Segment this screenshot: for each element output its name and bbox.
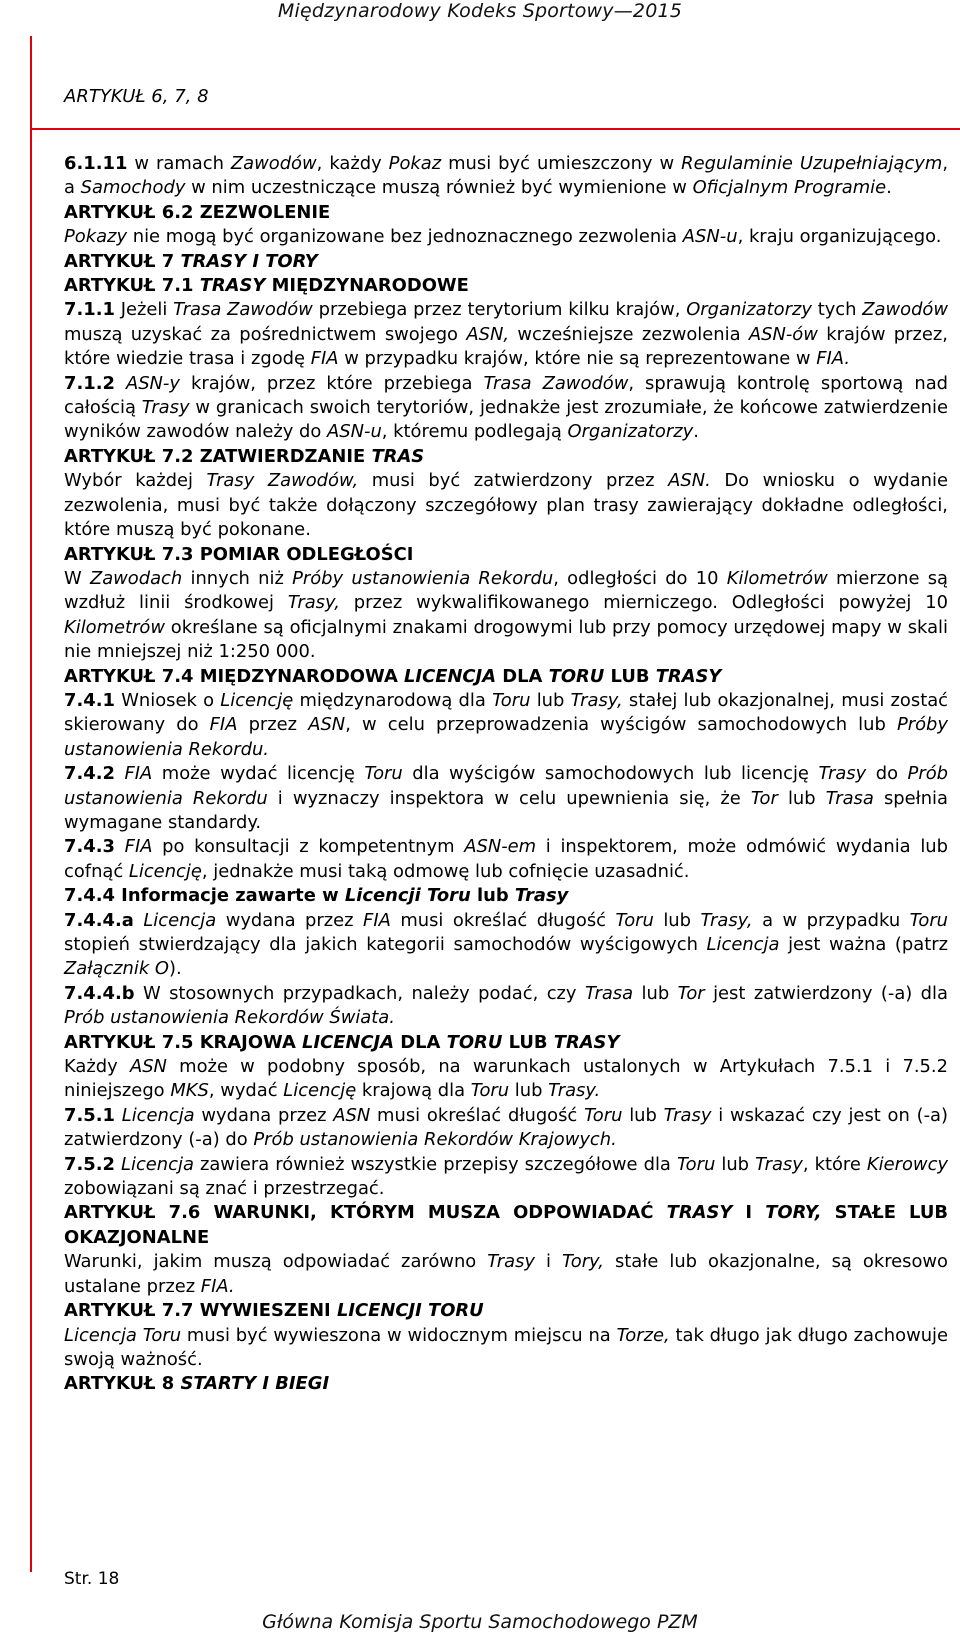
text-run: a w przypadku	[752, 909, 910, 931]
text-run: lub	[470, 885, 515, 907]
text-run: , które	[802, 1153, 867, 1175]
text-run: przebiega przez terytorium kilku krajów,	[312, 299, 687, 321]
text-run: ARTYKUŁ 7.2 ZATWIERDZANIE	[64, 445, 372, 467]
text-run: 7.4.4 Informacje zawarte w	[64, 885, 345, 907]
text-run: krajów przez, które wiedzie trasa i zgodę	[64, 323, 948, 370]
text-run: Warunki, jakim muszą odpowiadać zarówno	[64, 1251, 488, 1273]
text-run: musi być wywieszona w widocznym miejscu na	[181, 1324, 617, 1346]
text-run: , a	[64, 153, 949, 199]
text-run: Licencja	[121, 1104, 195, 1126]
text-run: lub	[633, 982, 678, 1004]
text-run: 7.5.1	[64, 1104, 115, 1126]
text-run: i	[535, 1251, 563, 1273]
text-run: DLA	[496, 665, 549, 687]
text-run: Prób ustanowienia Rekordów Krajowych.	[253, 1129, 617, 1151]
paragraph	[64, 469, 948, 542]
text-run: może wydać licencję	[152, 763, 365, 785]
text-run: LICENCJA	[302, 1031, 395, 1053]
text-run: i wyznaczy inspektora w celu upewnienia się, że	[267, 787, 751, 809]
text-run	[115, 1105, 122, 1126]
text-run: Próby ustanowienia Rekordu	[292, 567, 554, 589]
text-run: DLA	[394, 1031, 447, 1053]
text-run: TRASY	[666, 1202, 733, 1224]
text-run: stopień stwierdzający dla jakich kategorii samochodów wyścigowych	[64, 934, 707, 955]
text-run: Trasa	[584, 982, 634, 1004]
paragraph	[64, 1055, 948, 1104]
text-run: stałe lub okazjonalne, są okresowo ustalane przez	[64, 1251, 949, 1297]
text-run: , sprawują kontrolę sportową nad całością	[64, 372, 949, 419]
text-run: jest zatwierdzony (-a) dla	[704, 982, 948, 1004]
text-run: TRAS	[371, 445, 425, 467]
paragraph	[64, 225, 948, 249]
section-heading	[64, 250, 948, 274]
text-run: STARTY I BIEGI	[180, 1373, 330, 1395]
paragraph	[64, 567, 948, 665]
text-run: stałej lub okazjonalnej, musi zostać skierowany do	[64, 689, 949, 736]
paragraph	[64, 762, 948, 835]
section-heading	[64, 1372, 948, 1396]
text-run: w ramach	[127, 153, 231, 174]
text-run: musi określać długość	[390, 909, 616, 931]
paragraph	[64, 1104, 948, 1153]
text-run: Pokaz	[388, 153, 442, 174]
text-run: MKS	[170, 1080, 209, 1102]
text-run	[115, 373, 126, 394]
text-run: lub	[622, 1104, 664, 1126]
text-run: lub	[777, 787, 826, 809]
text-run: ASN	[333, 1104, 371, 1126]
section-heading	[64, 665, 948, 689]
paragraph	[64, 298, 948, 371]
text-run: Tory,	[562, 1251, 604, 1273]
text-run: Zawodów	[230, 153, 317, 174]
text-run: 7.4.3	[64, 836, 115, 858]
text-run: 7.4.2	[64, 763, 115, 785]
text-run: , odległości do 10	[553, 567, 727, 589]
text-run: Toru	[470, 1080, 510, 1102]
text-run: ARTYKUŁ 8	[64, 1373, 181, 1395]
header-horizontal-rule	[30, 128, 960, 130]
paragraph	[64, 982, 948, 1031]
text-run: Trasy	[141, 397, 190, 419]
text-run: ARTYKUŁ 7.4 MIĘDZYNARODOWA	[64, 665, 405, 687]
text-run: określane są oficjalnymi znakami drogowymi lub przy pomocy urzędowej mapy w skali nie mniejszej niż 1:250 000.	[64, 616, 948, 663]
text-run: MIĘDZYNARODOWE	[265, 275, 469, 297]
paragraph	[64, 152, 948, 201]
text-run: Licencję	[220, 689, 294, 711]
paragraph	[64, 689, 948, 762]
text-run: nie mogą być organizowane bez jednoznacznego zezwolenia	[127, 226, 683, 248]
text-run: TORU	[446, 1031, 503, 1053]
text-run: ASN	[308, 714, 346, 736]
text-run: TRASY I TORY	[180, 250, 318, 272]
text-run: Trasy	[818, 763, 867, 785]
text-run: Torze,	[616, 1324, 670, 1346]
text-run: Toru	[909, 909, 949, 931]
text-run: Licencja	[706, 934, 780, 955]
text-run: krajową dla	[356, 1080, 471, 1102]
text-run: Wniosek o	[114, 689, 221, 711]
text-run: Trasy	[514, 885, 569, 907]
text-run: FIA	[124, 763, 153, 785]
text-run: .	[693, 421, 699, 443]
section-heading	[64, 1031, 948, 1055]
text-run: Prób ustanowienia Rekordu	[64, 763, 948, 809]
text-run: lub	[715, 1153, 756, 1175]
text-run: zobowiązani są znać i przestrzegać.	[64, 1178, 385, 1200]
text-run: Do wniosku o wydanie zezwolenia, musi być także dołączony szczegółowy plan trasy zawierający dokładne odległości, które muszą być pokonane.	[64, 470, 948, 541]
text-run: TORY,	[765, 1202, 822, 1224]
text-run: , jednakże musi taką odmowę lub cofnięcie uzasadnić.	[201, 860, 690, 882]
text-run: Kierowcy	[866, 1153, 948, 1175]
text-run: po konsultacji z kompetentnym	[152, 836, 465, 858]
text-run: dla wyścigów samochodowych lub licencję	[402, 763, 819, 785]
text-run: i inspektorem, może odmówić wydania lub cofnąć	[64, 836, 948, 882]
text-run: 7.4.1	[64, 689, 115, 711]
text-run: Toru	[584, 1104, 623, 1126]
text-run: Każdy	[64, 1056, 130, 1078]
text-run: tych	[811, 299, 863, 321]
text-run: Próby ustanowienia Rekordu.	[64, 714, 948, 760]
text-run: , każdy	[316, 153, 389, 174]
text-run: ASN-em	[464, 836, 537, 858]
text-run: międzynarodową dla	[293, 689, 493, 711]
text-run: 7.5.2	[64, 1153, 115, 1175]
text-run: Tor	[677, 982, 705, 1004]
section-heading	[64, 1299, 948, 1323]
text-run: ASN-ów	[748, 323, 818, 345]
text-run: Organizatorzy	[686, 299, 812, 321]
text-run: ASN,	[466, 323, 510, 345]
text-run: TORU	[548, 665, 605, 687]
text-run: ARTYKUŁ 7.5 KRAJOWA	[64, 1031, 303, 1053]
text-run: W	[64, 567, 90, 589]
paragraph	[64, 909, 948, 982]
text-run: ASN-u	[327, 421, 382, 443]
article-range-label: ARTYKUŁ 6, 7, 8	[64, 86, 209, 107]
text-run: Pokazy	[64, 226, 128, 248]
text-run: w nim uczestniczące muszą również być wymienione w	[185, 177, 693, 199]
text-run: Organizatorzy	[567, 421, 694, 443]
section-heading	[64, 1201, 948, 1250]
text-run: Toru	[615, 909, 654, 931]
text-run: tak długo jak długo zachowuje swoją ważność.	[64, 1324, 949, 1370]
text-run: , w celu przeprowadzenia wyścigów samochodowych lub	[345, 714, 897, 736]
text-run: Samochody	[80, 177, 186, 199]
text-run: Zawodów	[862, 299, 949, 321]
text-run: Licencja	[121, 1153, 194, 1175]
text-run: Trasy	[663, 1104, 712, 1126]
paragraph	[64, 1153, 948, 1202]
text-run: FIA	[363, 909, 391, 931]
text-run: Licencję	[128, 860, 202, 882]
text-run: do	[866, 763, 908, 785]
text-run: Licencji Toru	[344, 885, 471, 907]
text-run: LICENCJA	[404, 665, 497, 687]
section-heading	[64, 445, 948, 469]
text-run: FIA.	[200, 1275, 235, 1297]
text-run: w granicach swoich terytoriów, jednakże jest zrozumiałe, że końcowe zatwierdzenie wyników zawodów należy do	[64, 397, 948, 443]
text-run: ).	[169, 958, 182, 980]
text-run: Trasy	[755, 1153, 803, 1175]
paragraph	[64, 1250, 948, 1299]
paragraph	[64, 1324, 948, 1373]
text-run: musi być umieszczony w	[441, 153, 682, 174]
text-run: Licencja	[143, 909, 217, 931]
text-run: musi określać długość	[370, 1104, 585, 1126]
text-run: Regulaminie Uzupełniającym	[681, 153, 943, 174]
text-run: Toru	[676, 1153, 716, 1175]
text-run: Trasa Zawodów	[483, 372, 629, 394]
text-run: 7.1.2	[64, 372, 115, 394]
text-run: i wskazać czy jest on (-a) zatwierdzony (-a) do	[64, 1104, 948, 1151]
text-run: ARTYKUŁ 7.3 POMIAR ODLEGŁOŚCI	[64, 543, 414, 565]
text-run: ARTYKUŁ 7	[64, 250, 181, 272]
text-run: innych niż	[182, 567, 293, 589]
text-run: Trasy Zawodów,	[206, 470, 359, 492]
text-run: przez wykwalifikowanego mierniczego. Odległości powyżej 10	[339, 592, 948, 614]
page-header: Międzynarodowy Kodeks Sportowy—2015	[277, 0, 683, 22]
page-number: Str. 18	[64, 1569, 120, 1589]
text-run	[134, 910, 144, 931]
section-heading	[64, 543, 948, 567]
text-run: ASN-y	[125, 372, 180, 394]
text-run: Wybór każdej	[64, 470, 207, 492]
text-run: lub	[509, 1080, 549, 1102]
text-run: przez	[237, 714, 309, 736]
text-run: FIA.	[816, 348, 851, 370]
document-body	[64, 152, 948, 1397]
text-run: ASN	[129, 1056, 167, 1078]
text-run: FIA	[310, 348, 339, 370]
text-run: Trasy,	[287, 592, 340, 614]
text-run: Załącznik O	[64, 958, 169, 980]
text-run: wydana przez	[194, 1104, 334, 1126]
text-run: 7.1.1	[64, 299, 115, 321]
text-run: Toru	[364, 763, 403, 785]
text-run: TRASY	[553, 1031, 620, 1053]
text-run: Trasy,	[700, 909, 753, 931]
text-run: FIA	[124, 836, 153, 858]
text-run: LICENCJI TORU	[336, 1300, 484, 1322]
text-run: LUB	[604, 665, 656, 687]
margin-vertical-rule	[30, 36, 32, 1572]
text-run: TRASY	[655, 665, 722, 687]
text-run: spełnia wymagane standardy.	[64, 787, 948, 833]
text-run: Licencję	[283, 1080, 357, 1102]
text-run: może w podobny sposób, na warunkach ustalonych w Artykułach 7.5.1 i 7.5.2 niniejszego	[64, 1056, 948, 1102]
text-run: muszą uzyskać za pośrednictwem swojego	[64, 323, 467, 345]
text-run: W stosownych przypadkach, należy podać, czy	[134, 982, 585, 1004]
text-run: Tor	[750, 787, 778, 809]
text-run: , kraju organizującego.	[737, 226, 942, 248]
section-heading	[64, 201, 948, 225]
text-run: ASN.	[668, 470, 711, 492]
text-run: , wydać	[208, 1080, 284, 1102]
text-run: Prób ustanowienia Rekordów Świata.	[64, 1007, 395, 1029]
text-run: .	[886, 177, 892, 199]
text-run: FIA	[209, 714, 238, 736]
text-run: wydana przez	[216, 909, 364, 931]
text-run: Kilometrów	[64, 616, 166, 638]
section-heading	[64, 884, 948, 908]
page-footer: Główna Komisja Sportu Samochodowego PZM	[262, 1611, 698, 1633]
text-run: Trasy	[487, 1251, 536, 1273]
text-run: Trasy,	[570, 689, 623, 711]
text-run: lub	[653, 909, 701, 931]
text-run: Trasa	[825, 787, 874, 809]
text-run: Trasy.	[548, 1080, 601, 1102]
text-run: Licencja Toru	[64, 1324, 182, 1346]
paragraph	[64, 372, 948, 445]
text-run: Kilometrów	[726, 567, 828, 589]
text-run: Toru	[492, 689, 531, 711]
text-run: 6.1.11	[64, 153, 128, 174]
paragraph	[64, 835, 948, 884]
section-heading	[64, 274, 948, 298]
text-run: krajów, przez które przebiega	[179, 372, 484, 394]
text-run: ARTYKUŁ 6.2 ZEZWOLENIE	[64, 201, 331, 223]
text-run: wcześniejsze zezwolenia	[509, 323, 749, 345]
text-run: TRASY	[199, 275, 266, 297]
text-run: jest ważna (patrz	[779, 934, 948, 955]
text-run: ASN-u	[682, 226, 738, 248]
text-run: 7.4.4.b	[64, 982, 135, 1004]
text-run: Zawodach	[89, 567, 183, 589]
text-run: Trasa Zawodów	[173, 299, 313, 321]
text-run: I	[732, 1202, 766, 1224]
text-run: ARTYKUŁ 7.6 WARUNKI, KTÓRYM MUSZA ODPOWIADAĆ	[64, 1202, 667, 1224]
text-run: , któremu podlegają	[381, 421, 568, 443]
text-run: ARTYKUŁ 7.1	[64, 275, 200, 297]
text-run: zawiera również wszystkie przepisy szczegółowe dla	[193, 1153, 677, 1175]
text-run: lub	[530, 689, 571, 711]
text-run: LUB	[502, 1031, 554, 1053]
text-run: w przypadku krajów, które nie są reprezentowane w	[338, 348, 817, 370]
text-run: Jeżeli	[114, 299, 174, 321]
text-run: STAŁE LUB OKAZJONALNE	[64, 1202, 948, 1248]
text-run: mierzone są wzdłuż linii środkowej	[64, 567, 948, 614]
text-run: Oficjalnym Programie	[692, 177, 887, 199]
text-run: musi być zatwierdzony przez	[358, 470, 669, 492]
text-run: 7.4.4.a	[64, 909, 134, 931]
text-run: ARTYKUŁ 7.7 WYWIESZENI	[64, 1300, 337, 1322]
text-run	[115, 836, 125, 857]
